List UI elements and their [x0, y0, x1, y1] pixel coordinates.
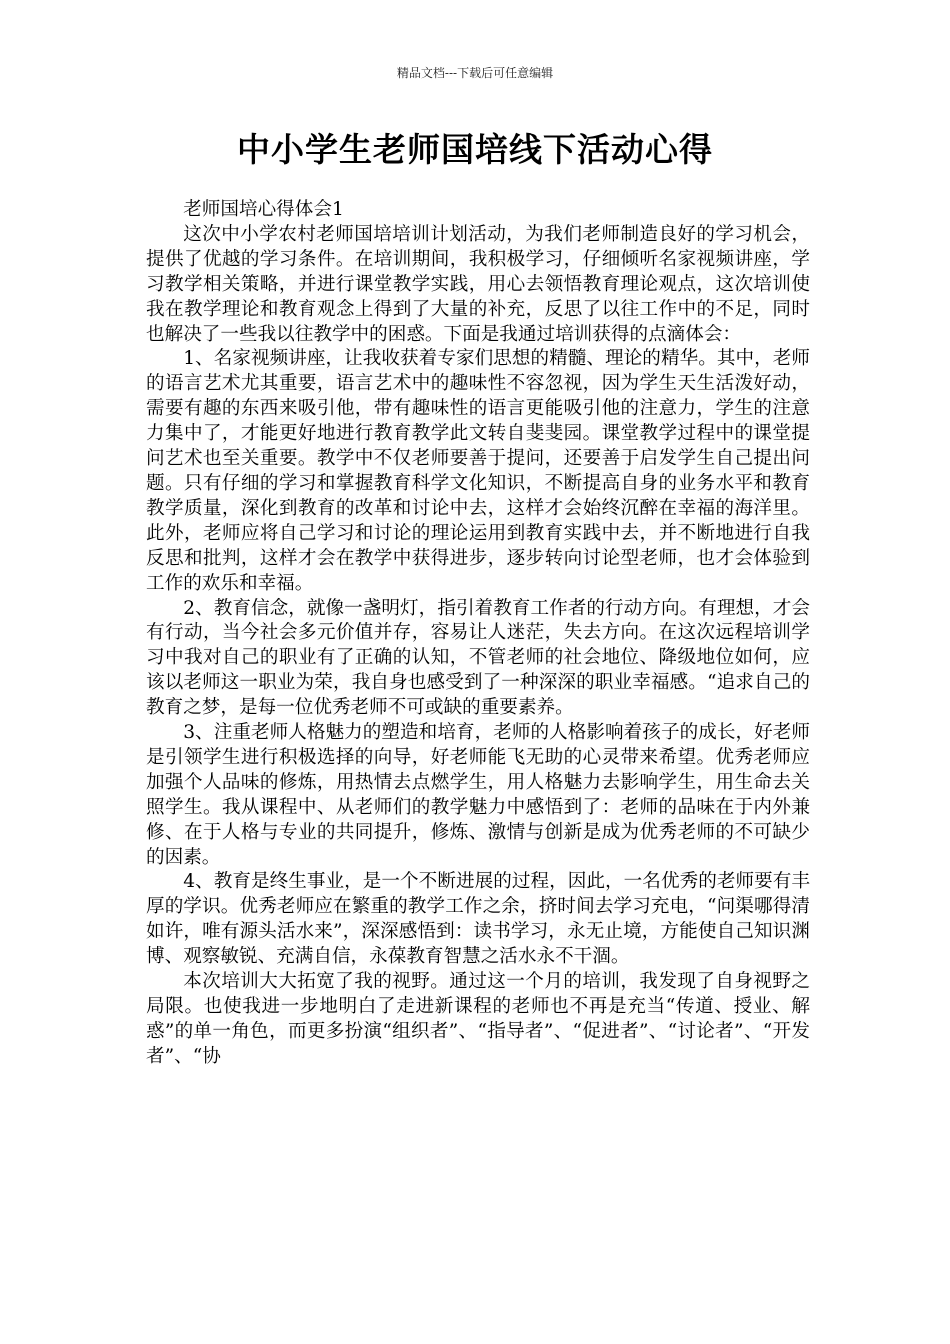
paragraph-point-2: 2、教育信念，就像一盏明灯，指引着教育工作者的行动方向。有理想，才会有行动，当今社会多元价值并存，容易让人迷茫，失去方向。在这次远程培训学习中我对自己的职业有了正确的认知，不管老师的社会地位、降级地位如何，应该以老师这一职业为荣，我自身也感受到了一种深深的职业幸福感。“追求自己的教育之梦，是每一位优秀老师不可或缺的重要素养。 [146, 597, 810, 719]
document-title: 中小学生老师国培线下活动心得 [237, 130, 713, 169]
paragraph-intro: 这次中小学农村老师国培培训计划活动，为我们老师制造良好的学习机会，提供了优越的学习条件。在培训期间，我积极学习，仔细倾听名家视频讲座，学习教学相关策略，并进行课堂教学实践，用心去领悟教育理论观点，这次培训使我在教学理论和教育观念上得到了大量的补充，反思了以往工作中的不足，同时也解决了一些我以往教学中的困惑。下面是我通过培训获得的点滴体会： [146, 223, 810, 345]
section-heading: 老师国培心得体会1 [183, 199, 344, 220]
document-body [146, 198, 810, 1070]
paragraph-point-4: 4、教育是终生事业，是一个不断进展的过程，因此，一名优秀的老师要有丰厚的学识。优秀老师应在繁重的教学工作之余，挤时间去学习充电，“问渠哪得清如许，唯有源头活水来”，深深感悟到：读书学习，永无止境，方能使自己知识渊博、观察敏锐、充满自信，永葆教育智慧之活水永不干涸。 [146, 871, 810, 968]
paragraph-point-1: 1、名家视频讲座，让我收获着专家们思想的精髓、理论的精华。其中，老师的语言艺术尤其重要，语言艺术中的趣味性不容忽视，因为学生天生活泼好动，需要有趣的东西来吸引他，带有趣味性的语言更能吸引他的注意力，学生的注意力集中了，才能更好地进行教育教学此文转自斐斐园。课堂教学过程中的课堂提问艺术也至关重要。教学中不仅老师要善于提问，还要善于启发学生自己提出问题。只有仔细的学习和掌握教育科学文化知识，不断提高自身的业务水平和教育教学质量，深化到教育的改革和讨论中去，这样才会始终沉醉在幸福的海洋里。此外，老师应将自己学习和讨论的理论运用到教育实践中去，并不断地进行自我反思和批判，这样才会在教学中获得进步，逐步转向讨论型老师，也才会体验到工作的欢乐和幸福。 [146, 348, 810, 594]
paragraph-point-3: 3、注重老师人格魅力的塑造和培育，老师的人格影响着孩子的成长，好老师是引领学生进行积极选择的向导，好老师能飞无助的心灵带来希望。优秀老师应加强个人品味的修炼，用热情去点燃学生，用人格魅力去影响学生，用生命去关照学生。我从课程中、从老师们的教学魅力中感悟到了：老师的品味在于内外兼修、在于人格与专业的共同提升，修炼、激情与创新是成为优秀老师的不可缺少的因素。 [146, 722, 810, 868]
page-header: 精品文档---下载后可任意编辑 [396, 66, 554, 80]
paragraph-summary: 本次培训大大拓宽了我的视野。通过这一个月的培训，我发现了自身视野之局限。也使我进一步地明白了走进新课程的老师也不再是充当“传道、授业、解惑”的单一角色，而更多扮演“组织者”、“指导者”、“促进者”、“讨论者”、“开发者”、“协 [146, 971, 810, 1067]
